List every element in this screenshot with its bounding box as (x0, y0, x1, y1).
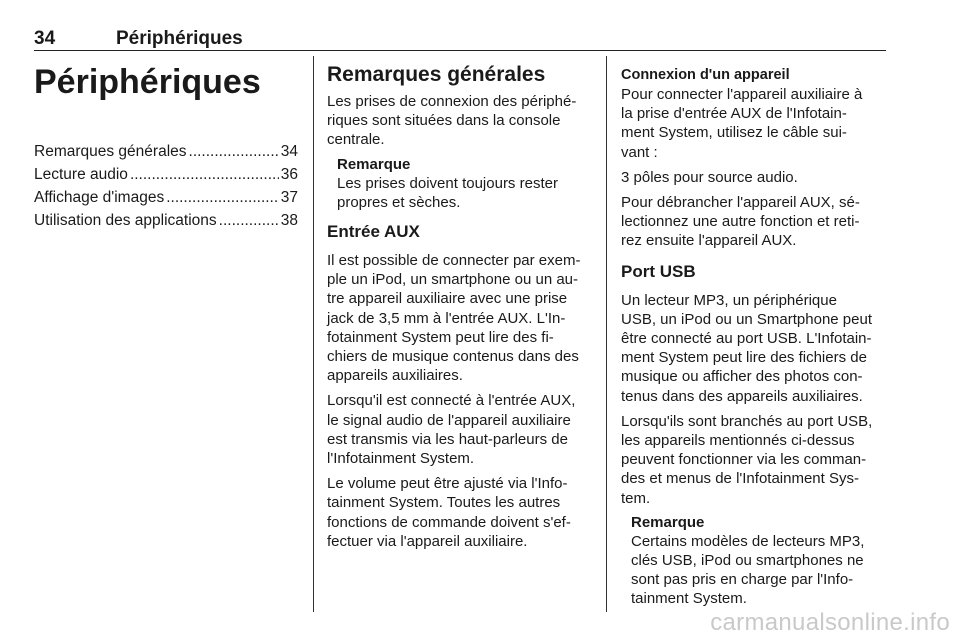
text-line: ment System, utilisez le câble sui- (621, 124, 847, 142)
toc-entry[interactable] (34, 163, 298, 186)
toc-entry[interactable] (34, 209, 298, 232)
page-number: 34 (34, 28, 56, 49)
text-line: ple un iPod, un smartphone ou un au- (327, 271, 579, 289)
intro-paragraph (327, 92, 591, 150)
usb-paragraph-2 (621, 412, 887, 508)
text-line: tainment System. Toutes les autres (327, 494, 561, 512)
text-line: l'Infotainment System. (327, 450, 475, 468)
text-line: jack de 3,5 mm à l'entrée AUX. L'In- (327, 309, 566, 327)
text-line: tenus dans des appareils auxiliaires. (621, 387, 863, 405)
text-line: centrale. (327, 131, 385, 149)
connect-paragraph-3 (621, 193, 887, 251)
text-line: ment System peut lire des fichiers de (621, 349, 867, 367)
text-line: des et menus de l'Infotainment Sys- (621, 470, 859, 488)
text-line: Lorsqu'ils sont branchés au port USB, (621, 412, 873, 430)
text-line: riques sont situées dans la console (327, 112, 561, 130)
watermark: carmanualsonline.info (710, 609, 950, 636)
toc-entry-label: Affichage d'images (34, 189, 165, 206)
column-divider-1 (313, 56, 314, 612)
text-line: tainment System. (631, 590, 747, 608)
toc-dot-leader (189, 140, 279, 163)
text-line: sont pas pris en charge par l'Info- (631, 571, 854, 589)
connect-paragraph-2 (621, 168, 887, 187)
text-line: Lorsqu'il est connecté à l'entrée AUX, (327, 392, 576, 410)
aux-paragraph-2 (327, 391, 591, 468)
chapter-title: Périphériques (34, 63, 261, 101)
column-toc (34, 62, 298, 232)
text-line: musique ou afficher des photos con- (621, 368, 863, 386)
toc-entry-label: Remarques générales (34, 143, 187, 160)
section-title-general: Remarques générales (327, 63, 546, 86)
section-title-aux: Entrée AUX (327, 222, 420, 242)
toc-entry-label: Lecture audio (34, 166, 128, 183)
section-title-connect: Connexion d'un appareil (621, 67, 790, 83)
toc-entry[interactable] (34, 186, 298, 209)
text-line: est transmis via les haut-parleurs de (327, 430, 568, 448)
connect-paragraph-1 (621, 85, 887, 162)
aux-paragraph-1 (327, 251, 591, 385)
aux-paragraph-3 (327, 474, 591, 551)
text-line: lectionnez une autre fonction et reti- (621, 213, 860, 231)
text-line: Pour débrancher l'appareil AUX, sé- (621, 194, 860, 212)
page-header (34, 24, 886, 51)
section-title-usb: Port USB (621, 261, 696, 281)
text-line: Les prises de connexion des périphé- (327, 93, 577, 110)
text-line: 3 pôles pour source audio. (621, 168, 798, 186)
note-box (327, 156, 591, 212)
text-line: être connecté au port USB. L'Infotain- (621, 330, 872, 348)
text-line: Certains modèles de lecteurs MP3, (631, 532, 865, 550)
text-line: le signal audio de l'appareil auxiliaire (327, 411, 571, 429)
text-line: propres et sèches. (337, 193, 461, 211)
text-line: appareils auxiliaires. (327, 367, 463, 385)
text-line: fotainment System peut lire des fi- (327, 328, 554, 346)
text-line: vant : (621, 143, 658, 161)
text-line: chiers de musique contenus dans des (327, 348, 579, 366)
column-general-notes (327, 62, 591, 551)
text-line: Un lecteur MP3, un périphérique (621, 291, 837, 309)
toc-entry-page: 38 (280, 212, 298, 229)
toc-entry-page: 34 (280, 143, 298, 160)
note-title: Remarque (337, 155, 411, 173)
column-usb (621, 66, 887, 609)
text-line: tem. (621, 489, 651, 507)
text-line: fonctions de commande doivent s'ef- (327, 513, 571, 531)
text-line: Pour connecter l'appareil auxiliaire à (621, 86, 863, 103)
toc-entry[interactable] (34, 140, 298, 163)
text-line: tre appareil auxiliaire avec une prise (327, 290, 568, 308)
text-line: USB, un iPod ou un Smartphone peut (621, 310, 873, 328)
note-title: Remarque (631, 513, 705, 531)
text-line: rez ensuite l'appareil AUX. (621, 232, 797, 250)
toc-dot-leader (166, 186, 279, 209)
text-line: la prise d'entrée AUX de l'Infotain- (621, 105, 847, 123)
text-line: clés USB, iPod ou smartphones ne (631, 552, 864, 570)
table-of-contents (34, 140, 298, 232)
text-line: peuvent fonctionner via les comman- (621, 451, 867, 469)
toc-dot-leader (219, 209, 279, 232)
usb-paragraph-1 (621, 291, 887, 406)
running-title: Périphériques (116, 28, 243, 49)
column-divider-2 (606, 56, 607, 612)
text-line: Les prises doivent toujours rester (337, 174, 558, 192)
toc-entry-page: 36 (280, 166, 298, 183)
toc-entry-label: Utilisation des applications (34, 212, 217, 229)
text-line: fectuer via l'appareil auxiliaire. (327, 532, 528, 550)
note-box (621, 514, 887, 609)
text-line: les appareils mentionnés ci-dessus (621, 432, 855, 450)
text-line: Il est possible de connecter par exem- (327, 252, 581, 270)
toc-entry-page: 37 (280, 189, 298, 206)
text-line: Le volume peut être ajusté via l'Info- (327, 475, 568, 493)
toc-dot-leader (130, 163, 279, 186)
